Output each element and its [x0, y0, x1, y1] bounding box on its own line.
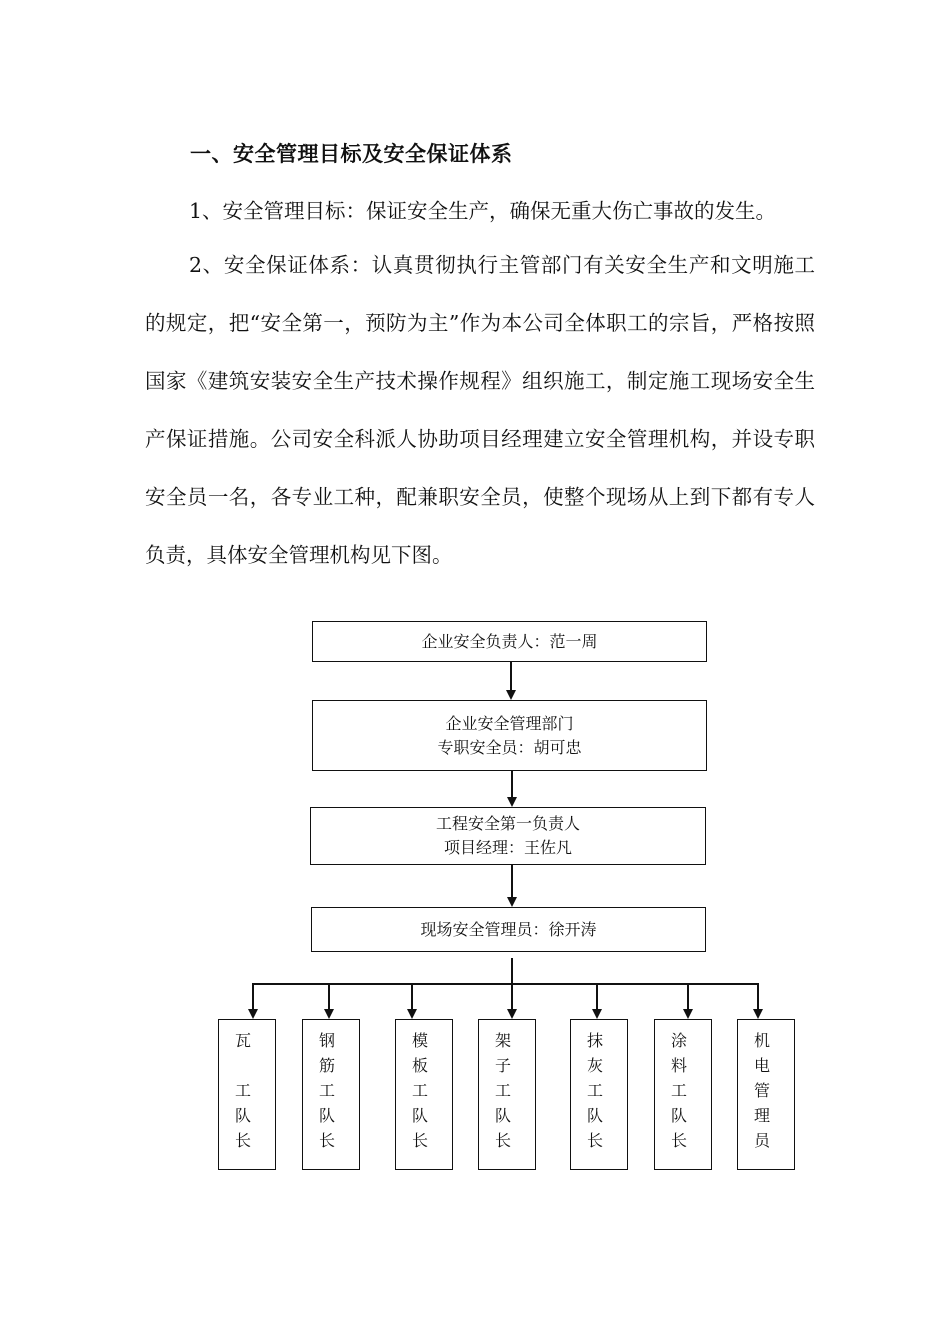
team-char: 架: [494, 1031, 511, 1050]
connector-line: [411, 983, 413, 1009]
team-char: 队: [494, 1106, 511, 1125]
connector-line: [757, 983, 759, 1009]
team-box-rebar: [302, 1019, 360, 1170]
team-char: 队: [411, 1106, 428, 1125]
team-char: 队: [670, 1106, 687, 1125]
team-char: 长: [586, 1131, 603, 1150]
org-box-text: 企业安全负责人：范一周: [421, 631, 598, 651]
connector-line: [687, 983, 689, 1009]
org-box-safety-department: [312, 700, 707, 771]
team-char: 料: [670, 1056, 687, 1075]
connector-line: [511, 865, 513, 897]
org-box-line1: 企业安全管理部门: [445, 713, 574, 733]
team-char: 涂: [670, 1031, 687, 1050]
arrow-down-icon: [507, 897, 517, 907]
arrow-down-icon: [407, 1009, 417, 1019]
team-char: 长: [234, 1131, 251, 1150]
team-box-electromechanical: [737, 1019, 795, 1170]
team-char: 工: [318, 1081, 335, 1100]
team-char: 电: [753, 1056, 770, 1075]
team-char: 员: [753, 1131, 770, 1150]
team-char: 长: [494, 1131, 511, 1150]
arrow-down-icon: [592, 1009, 602, 1019]
team-char: 工: [494, 1081, 511, 1100]
org-box-enterprise-head: [312, 621, 707, 662]
connector-line: [596, 983, 598, 1009]
org-box-text: 现场安全管理员：徐开涛: [420, 919, 597, 939]
team-char: 子: [494, 1056, 511, 1075]
org-box-line2: 项目经理：王佐凡: [443, 838, 572, 857]
team-char: 抹: [586, 1031, 603, 1050]
arrow-down-icon: [507, 1009, 517, 1019]
org-box-line2: 专职安全员：胡可忠: [437, 737, 582, 757]
team-char: 长: [318, 1131, 335, 1150]
arrow-down-icon: [248, 1009, 258, 1019]
org-box-project-head: [310, 807, 706, 865]
org-box-site-safety-manager: [311, 907, 706, 952]
team-char: 管: [753, 1081, 770, 1100]
team-char: 筋: [318, 1056, 335, 1075]
section-heading: 一、安全管理目标及安全保证体系: [190, 142, 513, 166]
team-char: 队: [586, 1106, 603, 1125]
team-char: 模: [411, 1031, 428, 1050]
paragraph-safety-system: 2、安全保证体系：认真贯彻执行主管部门有关安全生产和文明施工的规定，把“安全第一，预防为主”作为本公司全体职工的宗旨，严格按照国家《建筑安装安全生产技术操作规程》组织施工，制定施工现场安全生产保证措施。公司安全科派人协助项目经理建立安全管理机构，并设专职安全员一名，各专业工种，配兼职安全员，使整个现场从上到下都有专人负责，具体安全管理机构见下图。: [145, 253, 815, 567]
connector-line: [511, 958, 513, 984]
team-box-plaster: [570, 1019, 628, 1170]
connector-line: [328, 983, 330, 1009]
team-char: 长: [670, 1131, 687, 1150]
team-char: 长: [411, 1131, 428, 1150]
arrow-down-icon: [507, 797, 517, 807]
team-char: 瓦: [234, 1031, 251, 1050]
team-char: 队: [318, 1106, 335, 1125]
arrow-down-icon: [506, 690, 516, 700]
arrow-down-icon: [683, 1009, 693, 1019]
team-char: 理: [753, 1106, 770, 1125]
arrow-down-icon: [753, 1009, 763, 1019]
connector-line: [511, 771, 513, 797]
team-char: 队: [234, 1106, 251, 1125]
team-box-formwork: [395, 1019, 453, 1170]
team-box-paint: [654, 1019, 712, 1170]
org-box-line1: 工程安全第一负责人: [435, 814, 580, 833]
team-box-scaffold: [478, 1019, 536, 1170]
team-char: 板: [411, 1056, 428, 1075]
connector-line: [511, 983, 513, 1009]
team-char: 工: [670, 1081, 687, 1100]
team-char: 工: [411, 1081, 428, 1100]
team-box-tile: [218, 1019, 276, 1170]
team-char: 灰: [586, 1056, 603, 1075]
team-char: 机: [753, 1031, 770, 1050]
paragraph-safety-goal: 1、安全管理目标：保证安全生产，确保无重大伤亡事故的发生。: [189, 199, 777, 223]
connector-line: [510, 662, 512, 690]
team-char: 工: [586, 1081, 603, 1100]
connector-line: [252, 983, 254, 1009]
team-char: 钢: [318, 1031, 335, 1050]
team-char: 工: [234, 1081, 251, 1100]
arrow-down-icon: [324, 1009, 334, 1019]
